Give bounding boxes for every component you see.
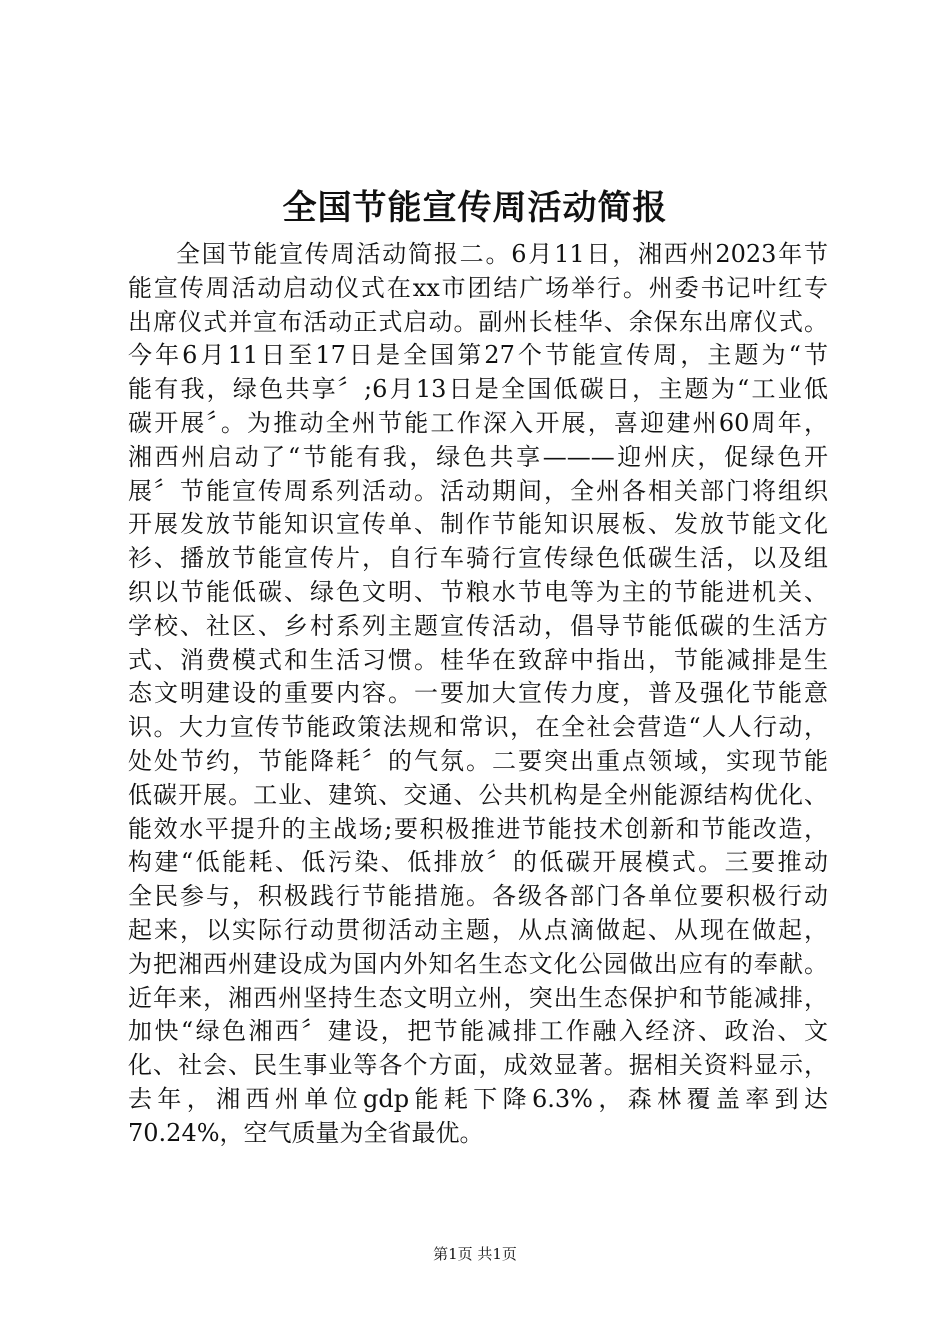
- body-line: 低碳开展。工业、建筑、交通、公共机构是全州能源结构优化、: [128, 780, 828, 809]
- body-line: 处处节约，节能降耗〞的气氛。二要突出重点领域，实现节能: [128, 746, 828, 775]
- body-line: 织以节能低碳、绿色文明、节粮水节电等为主的节能进机关、: [128, 577, 828, 606]
- body-line: 能有我，绿色共享〞;6月13日是全国低碳日，主题为“工业低: [128, 375, 828, 404]
- body-line: 去年，湘西州单位gdp能耗下降6.3%，森林覆盖率到达: [128, 1084, 828, 1113]
- body-line: 能效水平提升的主战场;要积极推进节能技术创新和节能改造，: [128, 814, 828, 843]
- body-line: 今年6月11日至17日是全国第27个节能宣传周，主题为“节: [128, 341, 828, 370]
- document-body: [128, 238, 828, 1151]
- body-line: 衫、播放节能宣传片，自行车骑行宣传绿色低碳生活，以及组: [128, 544, 828, 573]
- body-line: 近年来，湘西州坚持生态文明立州，突出生态保护和节能减排，: [128, 983, 828, 1012]
- document-title: 全国节能宣传周活动简报: [282, 188, 668, 228]
- body-line: 式、消费模式和生活习惯。桂华在致辞中指出，节能减排是生: [128, 645, 828, 674]
- body-line: 开展发放节能知识宣传单、制作节能知识展板、发放节能文化: [128, 510, 828, 539]
- body-line: 展〞节能宣传周系列活动。活动期间，全州各相关部门将组织: [128, 476, 828, 505]
- body-line: 能宣传周活动启动仪式在xx市团结广场举行。州委书记叶红专: [128, 273, 828, 302]
- body-line: 化、社会、民生事业等各个方面，成效显著。据相关资料显示，: [128, 1051, 828, 1080]
- body-line: 构建“低能耗、低污染、低排放〞的低碳开展模式。三要推动: [128, 848, 828, 877]
- body-line: 起来，以实际行动贯彻活动主题，从点滴做起、从现在做起，: [128, 915, 828, 944]
- body-line: 全民参与，积极践行节能措施。各级各部门各单位要积极行动: [128, 882, 828, 911]
- body-line: 出席仪式并宣布活动正式启动。副州长桂华、余保东出席仪式。: [128, 307, 828, 336]
- body-line: 碳开展〞。为推动全州节能工作深入开展，喜迎建州60周年，: [128, 408, 828, 437]
- body-line: 学校、社区、乡村系列主题宣传活动，倡导节能低碳的生活方: [128, 611, 828, 640]
- body-line: 态文明建设的重要内容。一要加大宣传力度，普及强化节能意: [128, 679, 828, 708]
- body-line: 70.24%，空气质量为全省最优。: [128, 1118, 484, 1147]
- body-line: 识。大力宣传节能政策法规和常识，在全社会营造“人人行动，: [128, 713, 828, 742]
- body-line: 湘西州启动了“节能有我，绿色共享———迎州庆，促绿色开: [128, 442, 828, 471]
- body-line: 加快“绿色湘西〞建设，把节能减排工作融入经济、政治、文: [128, 1017, 828, 1046]
- body-line: 为把湘西州建设成为国内外知名生态文化公园做出应有的奉献。: [128, 949, 828, 978]
- page-footer: 第1页 共1页: [433, 1245, 517, 1263]
- body-line: 全国节能宣传周活动简报二。6月11日，湘西州2023年节: [176, 240, 828, 268]
